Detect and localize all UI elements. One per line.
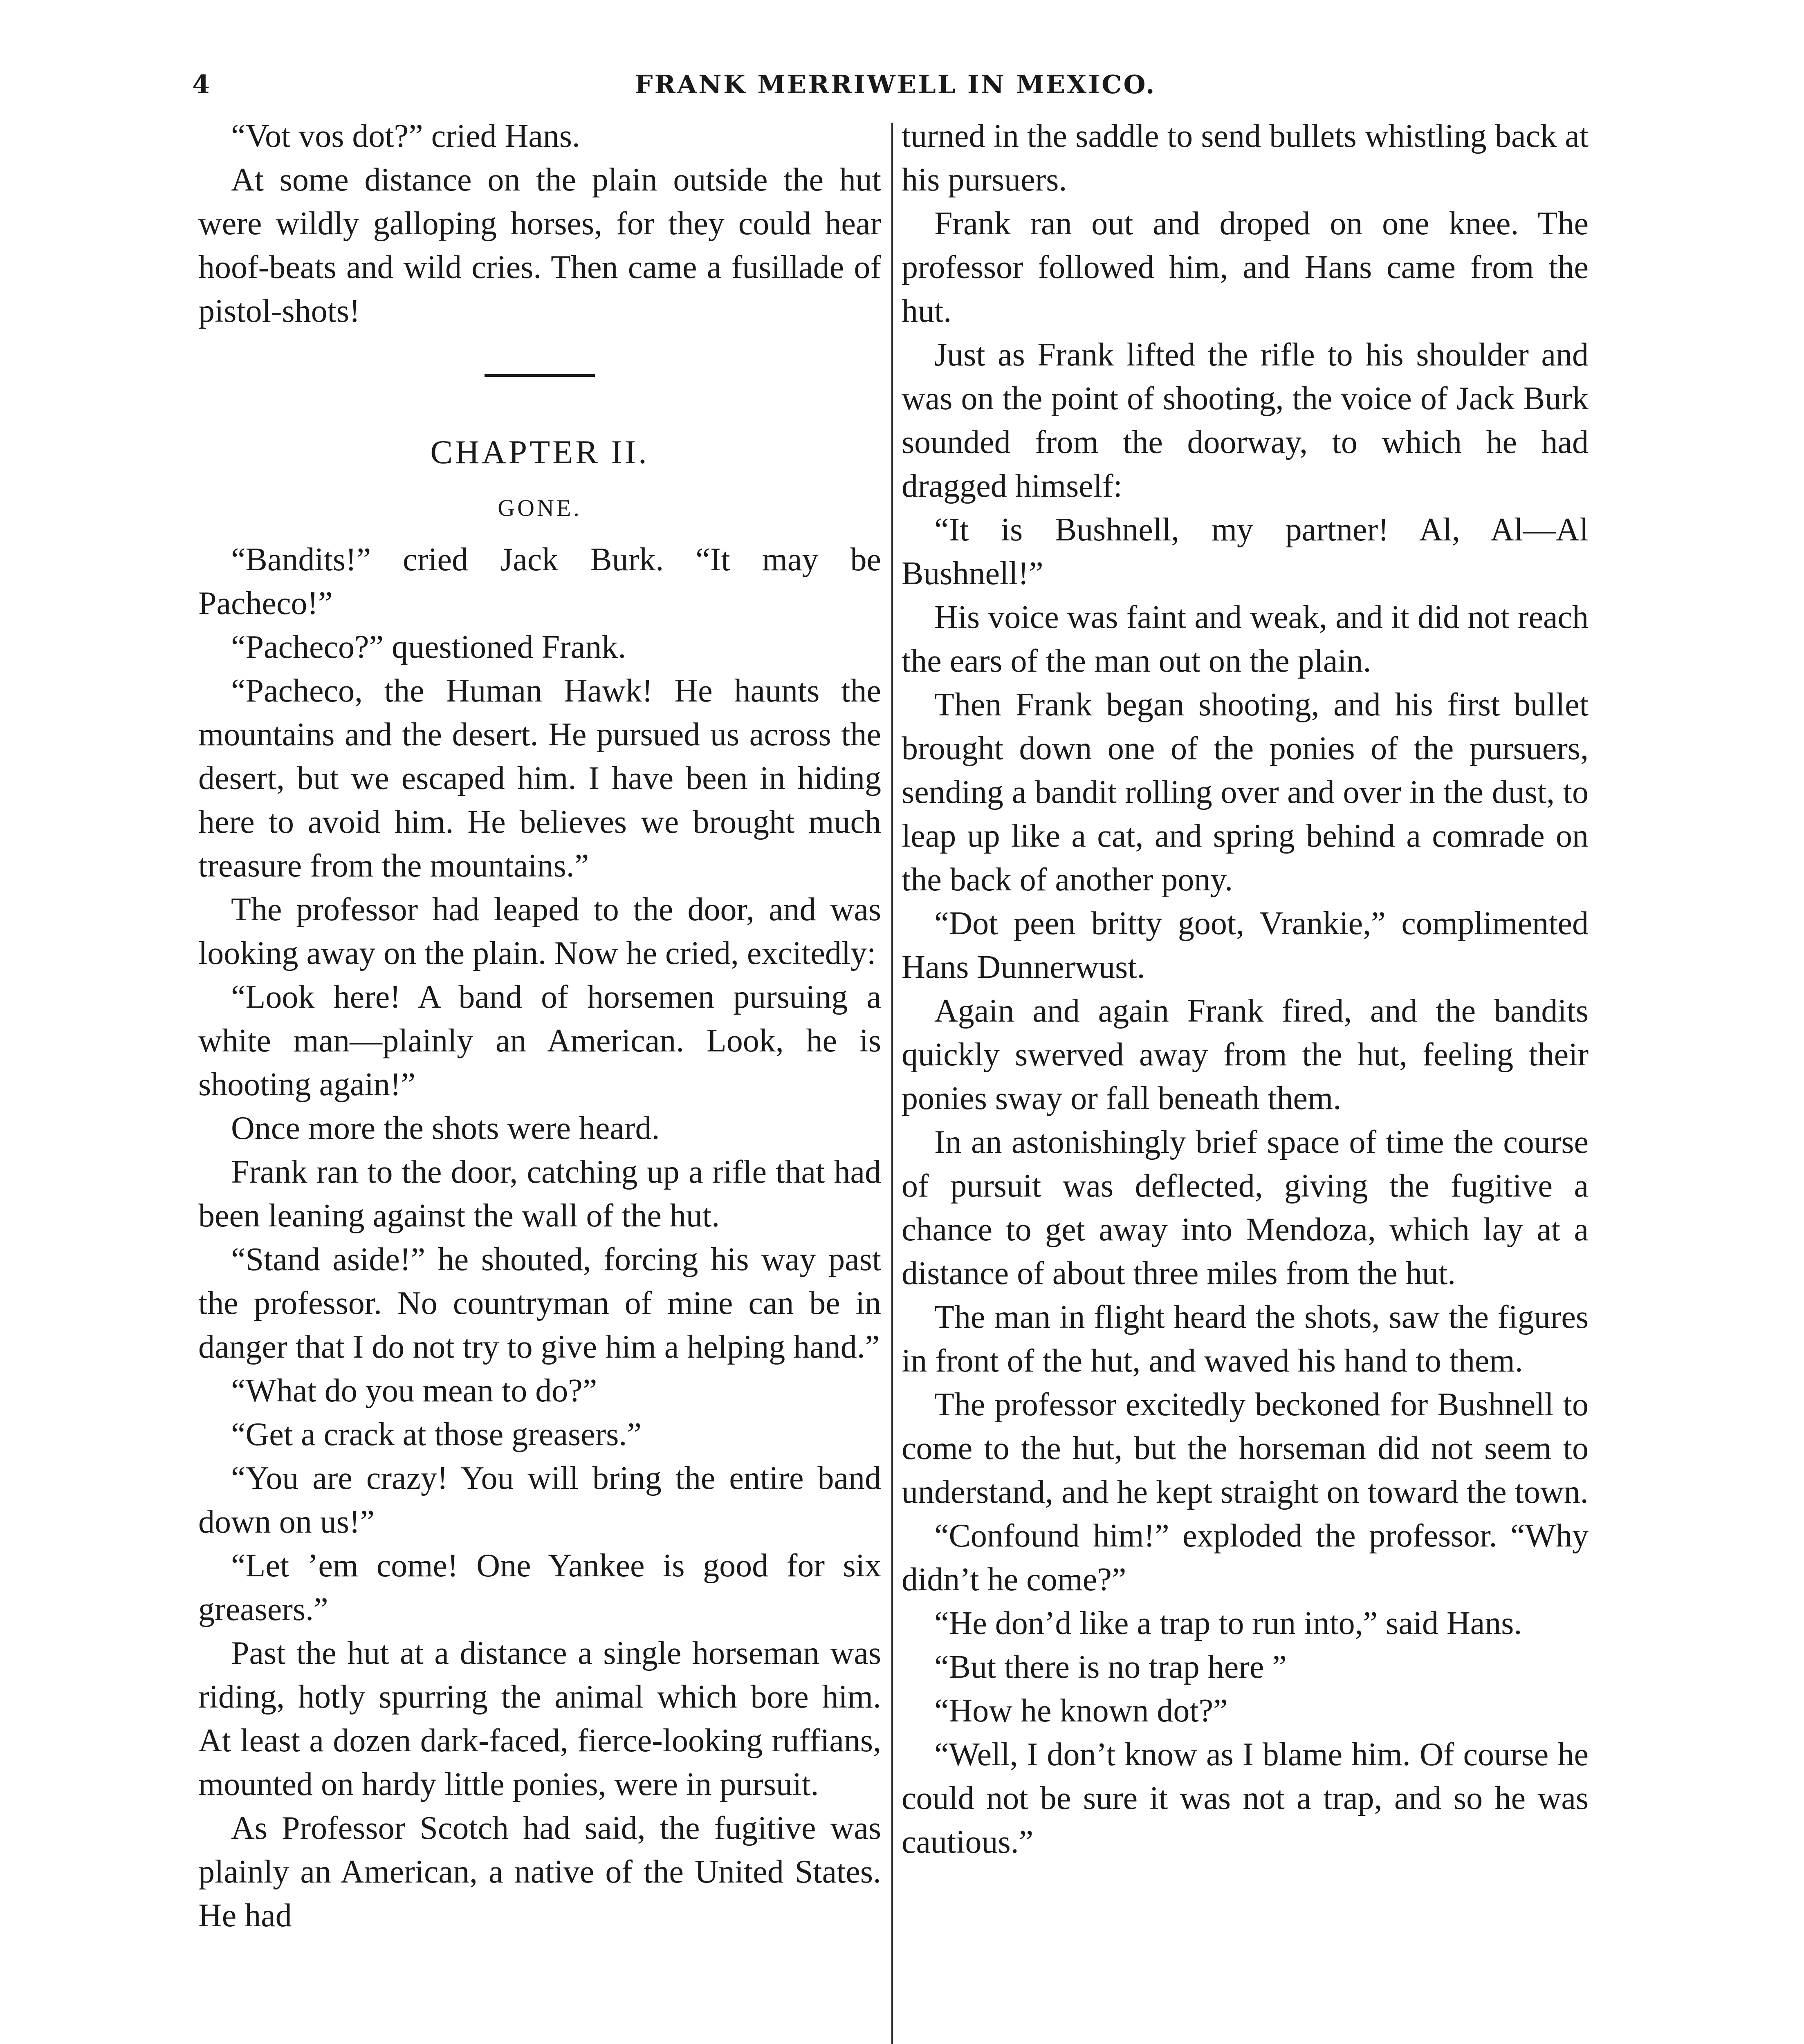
paragraph: Frank ran to the door, catching up a rifle that had been leaning against the wall of the hut.	[198, 1154, 881, 1234]
running-title: FRANK MERRIWELL IN MEXICO.	[635, 69, 1156, 99]
paragraph: “What do you mean to do?”	[231, 1373, 597, 1409]
paragraph: “How he known dot?”	[934, 1693, 1228, 1729]
column-rule	[891, 123, 893, 2044]
paragraph: “Look here! A band of horsemen pursuing a white man—plainly an American. Look, he is shooting again!”	[198, 979, 881, 1103]
paragraph: “It is Bushnell, my partner! Al, Al—Al Bushnell!”	[902, 512, 1589, 592]
left-column	[198, 114, 881, 1938]
paragraph: Again and again Frank fired, and the bandits quickly swerved away from the hut, feeling their ponies sway or fall beneath them.	[902, 993, 1589, 1116]
paragraph: “Confound him!” exploded the professor. “Why didn’t he come?”	[902, 1518, 1589, 1598]
paragraph: Then Frank began shooting, and his first bullet brought down one of the ponies of the pursuers, sending a bandit rolling over and over in the dust, to leap up like a cat, and spring behind a comrade on the back of another pony.	[902, 687, 1589, 898]
paragraph: Past the hut at a distance a single horseman was riding, hotly spurring the animal which bore him. At least a dozen dark-faced, fierce-looking ruffians, mounted on hardy little ponies, were in pursuit.	[198, 1635, 881, 1802]
paragraph: “Well, I don’t know as I blame him. Of course he could not be sure it was not a trap, and so he was cautious.”	[902, 1737, 1589, 1860]
paragraph: “But there is no trap here ”	[934, 1649, 1287, 1685]
paragraph: The man in flight heard the shots, saw the figures in front of the hut, and waved his hand to them.	[902, 1299, 1589, 1379]
paragraph: At some distance on the plain outside the hut were wildly galloping horses, for they could hear hoof-beats and wild cries. Then came a fusillade of pistol-shots!	[198, 162, 881, 329]
right-column	[902, 114, 1589, 1864]
section-divider	[485, 374, 595, 377]
page-header	[176, 61, 1615, 110]
paragraph: The professor excitedly beckoned for Bushnell to come to the hut, but the horseman did not seem to understand, and he kept straight on toward the town.	[902, 1387, 1589, 1510]
paragraph: “Get a crack at those greasers.”	[231, 1416, 642, 1452]
paragraph: turned in the saddle to send bullets whistling back at his pursuers.	[902, 118, 1589, 198]
chapter-subtitle: GONE.	[498, 495, 582, 521]
paragraph: “Pacheco?” questioned Frank.	[231, 629, 626, 665]
paragraph: “Dot peen britty goot, Vrankie,” complimented Hans Dunnerwust.	[902, 905, 1589, 985]
paragraph: “Bandits!” cried Jack Burk. “It may be Pacheco!”	[198, 542, 881, 621]
paragraph: “Pacheco, the Human Hawk! He haunts the mountains and the desert. He pursued us across the desert, but we escaped him. I have been in hiding here to avoid him. He believes we brought much treasure from the mountains.”	[198, 673, 881, 884]
paragraph: His voice was faint and weak, and it did not reach the ears of the man out on the plain.	[902, 599, 1589, 679]
paragraph: “You are crazy! You will bring the entire band down on us!”	[198, 1460, 881, 1540]
paragraph: Once more the shots were heard.	[231, 1110, 660, 1146]
paragraph: “Let ’em come! One Yankee is good for six greasers.”	[198, 1548, 881, 1627]
page-number: 4	[192, 69, 210, 99]
paragraph: “He don’d like a trap to run into,” said Hans.	[934, 1605, 1522, 1641]
paragraph: As Professor Scotch had said, the fugitive was plainly an American, a native of the United States. He had	[198, 1810, 881, 1934]
paragraph: The professor had leaped to the door, and was looking away on the plain. Now he cried, excitedly:	[198, 892, 881, 971]
paragraph: Frank ran out and droped on one knee. The professor followed him, and Hans came from the hut.	[902, 206, 1589, 329]
paragraph: “Vot vos dot?” cried Hans.	[231, 118, 580, 154]
paragraph: In an astonishingly brief space of time the course of pursuit was deflected, giving the fugitive a chance to get away into Mendoza, which lay at a distance of about three miles from the hut.	[902, 1124, 1589, 1291]
paragraph: Just as Frank lifted the rifle to his shoulder and was on the point of shooting, the voice of Jack Burk sounded from the doorway, to which he had dragged himself:	[902, 337, 1589, 504]
paragraph: “Stand aside!” he shouted, forcing his way past the professor. No countryman of mine can be in danger that I do not try to give him a helping hand.”	[198, 1242, 881, 1365]
chapter-title: CHAPTER II.	[430, 433, 649, 471]
